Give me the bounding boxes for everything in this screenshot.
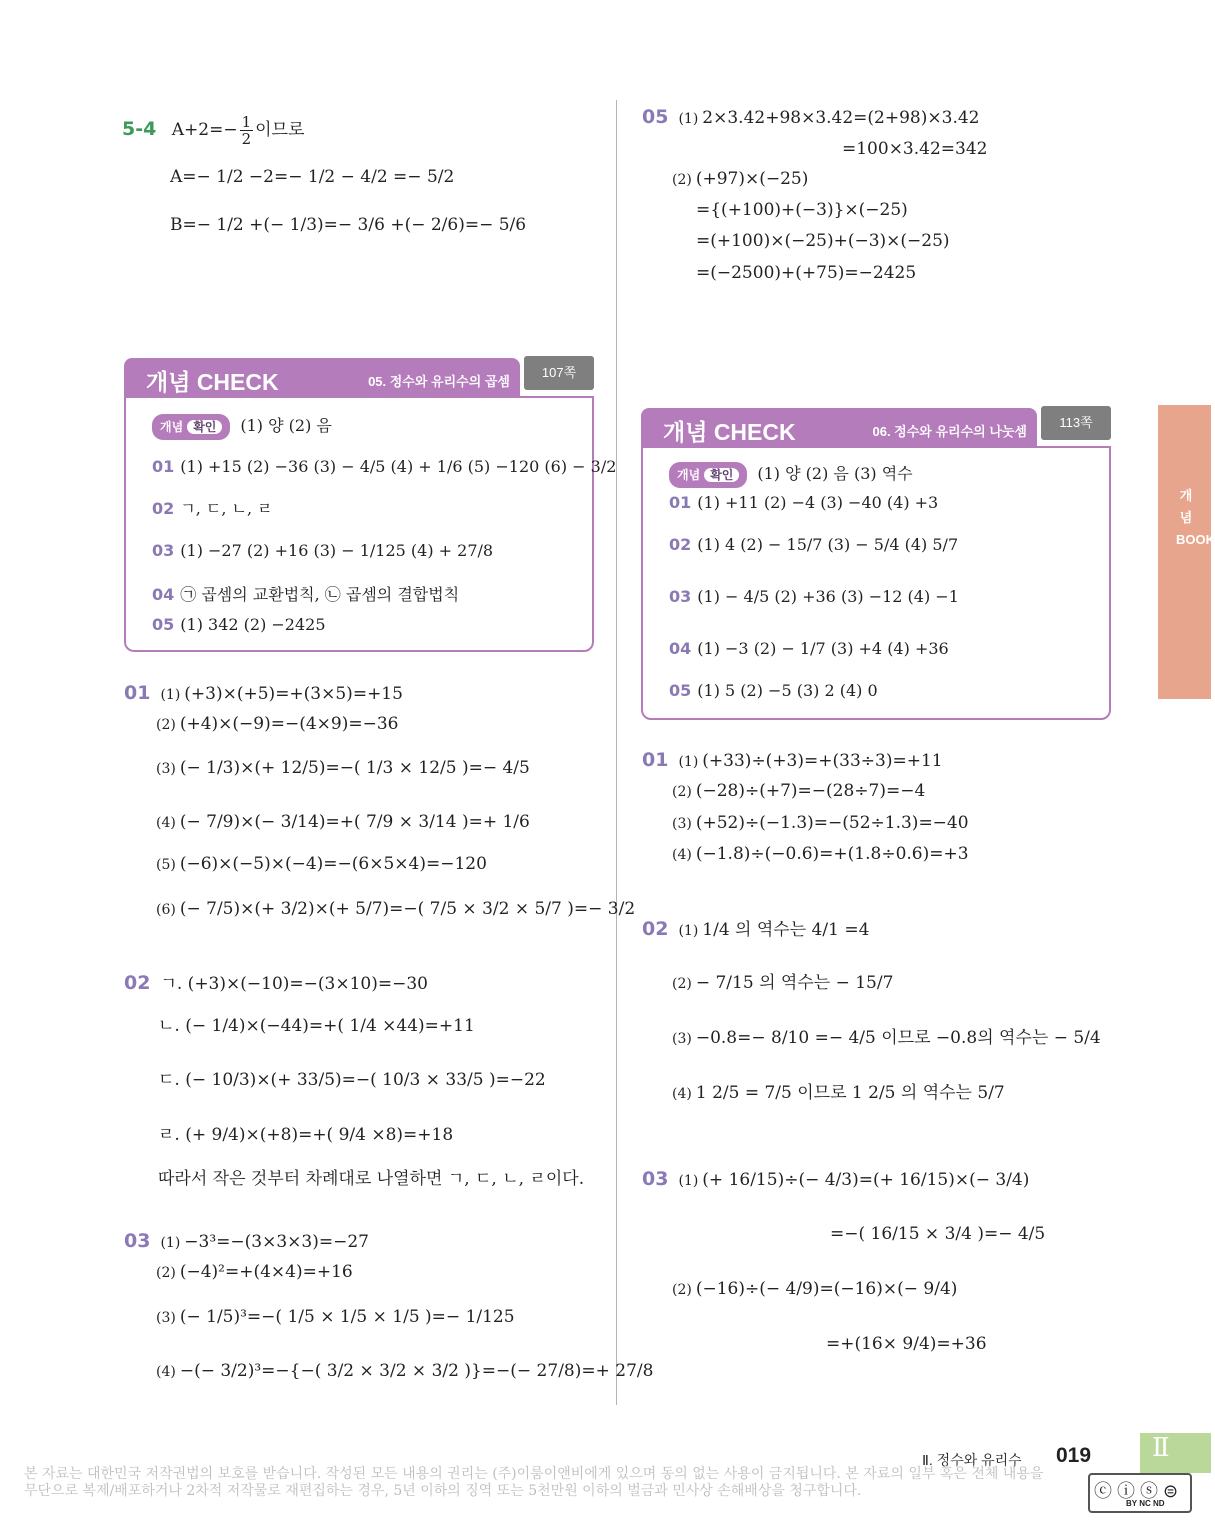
solution-05-line-4: ={(+100)+(−3)}×(−25): [696, 200, 908, 220]
equation-text: A+2=−: [171, 120, 238, 140]
solution-01-line-1: 01 (1) (+3)×(+5)=+(3×5)=+15: [124, 682, 403, 704]
check-answer-05: 05 (1) 5 (2) −5 (3) 2 (4) 0: [669, 681, 878, 700]
solution-01-line-4: (4) (− 7/9)×(− 3/14)=+( 7/9 × 3/14 )=+ 1/6: [156, 812, 530, 832]
concept-check-body: [641, 446, 1111, 720]
solution-r01-line-4: (4) (−1.8)÷(−0.6)=+(1.8÷0.6)=+3: [672, 844, 969, 864]
check-answer-04: 04 ㉠ 곱셈의 교환법칙, ㉡ 곱셈의 결합법칙: [152, 585, 460, 604]
solution-02-line-1: 02 ㄱ. (+3)×(−10)=−(3×10)=−30: [124, 972, 428, 994]
solution-01-line-3: (3) (− 1/3)×(+ 12/5)=−( 1/3 × 12/5 )=− 4/5: [156, 758, 530, 778]
copyright-notice: 본 자료는 대한민국 저작권법의 보호를 받습니다. 작성된 모든 내용의 권리는 (주)이룸이앤비에게 있으며 동의 없는 사용이 금지됩니다. 본 자료의 일부 혹은 전체 내용을 무단으로 복제/배포하거나 2차적 저작물로 재편집하는 경우, 5년 이하의 징역 또는 5천만원 이하의 벌금과 민사상 손해배상을 청구합니다.: [24, 1466, 1044, 1499]
solution-02-line-4: ㄹ. (+ 9/4)×(+8)=+( 9/4 ×8)=+18: [158, 1125, 454, 1145]
concept-check-section: 06. 정수와 유리수의 나눗셈: [872, 424, 1027, 439]
fraction: $\frac{1}{2}$: [241, 113, 252, 148]
solution-01-line-5: (5) (−6)×(−5)×(−4)=−(6×5×4)=−120: [156, 854, 487, 874]
page-reference-tag: 113쪽: [1041, 406, 1111, 440]
concept-check-section: 05. 정수와 유리수의 곱셈: [368, 374, 510, 389]
concept-check-box-107: [124, 358, 617, 652]
equation-text: 이므로: [255, 120, 305, 140]
solution-r03-line-3: (2) (−16)÷(− 4/9)=(−16)×(− 9/4): [672, 1279, 958, 1299]
confirm-line: 개념 확인 (1) 양 (2) 음: [152, 414, 332, 440]
check-answer-02: 02 (1) 4 (2) − 15/7 (3) − 5/4 (4) 5/7: [669, 535, 959, 554]
solution-05-line-6: =(−2500)+(+75)=−2425: [696, 263, 917, 283]
confirm-pill: 개념 확인: [669, 462, 747, 488]
solution-05-line-3: (2) (+97)×(−25): [672, 169, 809, 189]
solution-r02-line-1: 02 (1) 1/4 의 역수는 4/1 =4: [642, 918, 870, 940]
solution-03-line-1: 03 (1) −3³=−(3×3×3)=−27: [124, 1230, 369, 1252]
check-answer-03: 03 (1) − 4/5 (2) +36 (3) −12 (4) −1: [669, 587, 959, 606]
check-answer-04: 04 (1) −3 (2) − 1/7 (3) +4 (4) +36: [669, 639, 949, 658]
creative-commons-badge: [1088, 1473, 1192, 1513]
solution-r01-line-1: 01 (1) (+33)÷(+3)=+(33÷3)=+11: [642, 749, 943, 771]
solution-03-line-2: (2) (−4)²=+(4×4)=+16: [156, 1262, 353, 1282]
problem-5-4-line-3: B=− 1/2 +(− 1/3)=− 3/6 +(− 2/6)=− 5/6: [170, 215, 527, 235]
solution-01-line-6: (6) (− 7/5)×(+ 3/2)×(+ 5/7)=−( 7/5 × 3/2 × 5/7 )=− 3/2: [156, 899, 636, 919]
confirm-line: 개념 확인 (1) 양 (2) 음 (3) 역수: [669, 462, 913, 488]
concept-check-box-113: [641, 408, 1111, 720]
page-reference-tag: 107쪽: [524, 356, 594, 390]
solution-02-conclusion: 따라서 작은 것부터 차례대로 나열하면 ㄱ, ㄷ, ㄴ, ㄹ이다.: [158, 1169, 585, 1189]
solution-05-line-2: =100×3.42=342: [842, 139, 988, 159]
concept-check-title: 개념 CHECK: [146, 369, 279, 395]
concept-check-header: [124, 358, 520, 396]
check-answer-03: 03 (1) −27 (2) +16 (3) − 1/125 (4) + 27/8: [152, 541, 494, 560]
problem-5-4-line-1: [122, 114, 304, 147]
chapter-badge: Ⅱ: [1140, 1433, 1211, 1473]
solution-05-line-1: 05 (1) 2×3.42+98×3.42=(2+98)×3.42: [642, 106, 980, 128]
check-answer-01: 01 (1) +15 (2) −36 (3) − 4/5 (4) + 1/6 (5) −120 (6) − 3/2: [152, 457, 617, 476]
cc-label: BY NC ND: [1126, 1499, 1165, 1508]
solution-02-line-2: ㄴ. (− 1/4)×(−44)=+( 1/4 ×44)=+11: [158, 1016, 475, 1036]
solution-r02-line-4: (4) 1 2/5 = 7/5 이므로 1 2/5 의 역수는 5/7: [672, 1083, 1005, 1103]
solution-r01-line-2: (2) (−28)÷(+7)=−(28÷7)=−4: [672, 781, 926, 801]
solution-03-line-3: (3) (− 1/5)³=−( 1/5 × 1/5 × 1/5 )=− 1/125: [156, 1307, 515, 1327]
check-answer-02: 02 ㄱ, ㄷ, ㄴ, ㄹ: [152, 499, 273, 518]
check-answer-01: 01 (1) +11 (2) −4 (3) −40 (4) +3: [669, 493, 939, 512]
solution-r03-line-4: =+(16× 9/4)=+36: [826, 1334, 987, 1354]
concept-check-title: 개념 CHECK: [663, 419, 796, 445]
page-number: 019: [1056, 1444, 1092, 1467]
concept-check-body: [124, 396, 617, 652]
cc-icon: ⓒ ⓘ ⓢ ⊜: [1094, 1481, 1179, 1501]
solution-r03-line-2: =−( 16/15 × 3/4 )=− 4/5: [830, 1224, 1046, 1244]
solution-03-line-4: (4) −(− 3/2)³=−{−( 3/2 × 3/2 × 3/2 )}=−(− 27/8)=+ 27/8: [156, 1361, 654, 1381]
side-tab-concept-book: [1158, 405, 1215, 699]
column-divider: [616, 100, 617, 1405]
problem-number: 5-4: [122, 118, 157, 140]
confirm-pill: 개념 확인: [152, 414, 230, 440]
solution-01-line-2: (2) (+4)×(−9)=−(4×9)=−36: [156, 714, 399, 734]
chapter-label: Ⅱ. 정수와 유리수: [922, 1452, 1022, 1468]
check-answer-05: 05 (1) 342 (2) −2425: [152, 615, 326, 634]
solution-r03-line-1: 03 (1) (+ 16/15)÷(− 4/3)=(+ 16/15)×(− 3/4): [642, 1168, 1030, 1190]
solution-02-line-3: ㄷ. (− 10/3)×(+ 33/5)=−( 10/3 × 33/5 )=−22: [158, 1070, 546, 1090]
solution-r02-line-3: (3) −0.8=− 8/10 =− 4/5 이므로 −0.8의 역수는 − 5/4: [672, 1028, 1101, 1048]
solution-r01-line-3: (3) (+52)÷(−1.3)=−(52÷1.3)=−40: [672, 813, 969, 833]
side-tab-label: 개념 BOOK: [1176, 488, 1215, 547]
concept-check-header: [641, 408, 1037, 446]
problem-5-4-line-2: A=− 1/2 −2=− 1/2 − 4/2 =− 5/2: [170, 167, 455, 187]
solution-05-line-5: =(+100)×(−25)+(−3)×(−25): [696, 231, 950, 251]
solution-r02-line-2: (2) − 7/15 의 역수는 − 15/7: [672, 973, 894, 993]
